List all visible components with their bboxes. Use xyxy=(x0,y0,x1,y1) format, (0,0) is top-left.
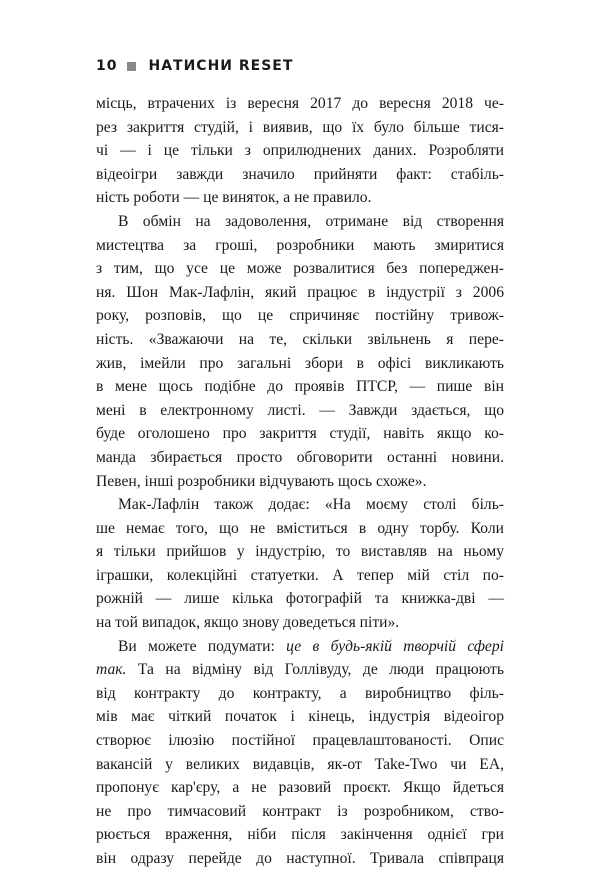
paragraph-line: мів має чіткий початок і кінець, індустрія відеоігор xyxy=(96,708,504,726)
paragraph-line: на той випадок, якщо знову доведеться піти». xyxy=(96,614,400,632)
paragraph-line: з тим, що усе це може розвалитися без попереджен- xyxy=(96,260,504,278)
paragraph-line: я тільки прийшов у індустрію, то виставляв на ньому xyxy=(96,543,504,561)
paragraph-line xyxy=(96,635,504,659)
paragraph-line: жив, імейли про загальні збори в офісі викликають xyxy=(96,354,504,372)
paragraph-line: створює ілюзію постійної працевлаштованості. Опис xyxy=(96,732,504,750)
paragraph-line: Певен, інші розробники відчувають щось схоже». xyxy=(96,472,427,490)
paragraph-line: ня. Шон Мак-Лафлін, який працює в індустрії з 2006 xyxy=(96,283,504,301)
paragraph-line: іграшки, колекційні статуетки. А тепер мій стіл по- xyxy=(96,566,504,584)
italic-text: так. xyxy=(96,661,127,679)
body-text xyxy=(96,92,504,871)
paragraph-line: Мак-Лафлін також додає: «На моєму столі біль- xyxy=(118,496,504,514)
paragraph-line: рюється враження, ніби після закінчення однієї гри xyxy=(96,826,504,844)
paragraph-line: в мене щось подібне до проявів ПТСР, — пише він xyxy=(96,378,504,396)
paragraph-line: мистецтва за гроші, розробники мають змиритися xyxy=(96,236,504,254)
paragraph-line: ність. «Зважаючи на те, скільки звільнень я пере- xyxy=(96,330,504,348)
paragraph-line: рез закриття студій, і виявив, що їх було більше тися- xyxy=(96,118,504,136)
paragraph-line: пропонує кар'єру, а не разовий проєкт. Якщо йдеться xyxy=(96,779,504,797)
paragraph-line: В обмін на задоволення, отримане від створення xyxy=(118,212,504,230)
square-icon xyxy=(127,62,136,71)
paragraph-line: ність роботи — це виняток, а не правило. xyxy=(96,189,372,207)
paragraph-line: місць, втрачених із вересня 2017 до вересня 2018 че- xyxy=(96,95,504,112)
paragraph-line: вакансій у великих видавців, як-от Take-Two чи EA, xyxy=(96,755,504,773)
paragraph-line: року, розповів, що це спричиняє постійну тривож- xyxy=(96,307,504,325)
paragraph-line xyxy=(96,658,504,682)
running-header xyxy=(96,56,293,76)
paragraph-line: відеоігри завжди значило прийняти факт: стабіль- xyxy=(96,165,504,183)
paragraph-line: не про тимчасовий контракт із розробником, ство- xyxy=(96,802,504,820)
paragraph-line: він одразу перейде до наступної. Тривала співпраця xyxy=(96,850,504,867)
paragraph-line: буде оголошено про закриття студії, навіть якщо ко- xyxy=(96,425,504,443)
paragraph-line: рожній — лише кілька фотографій та книжка-дві — xyxy=(96,590,504,608)
paragraph-line: від контракту до контракту, а виробництво філь- xyxy=(96,684,504,702)
paragraph-line: мені в електронному листі. — Завжди здається, що xyxy=(96,401,504,419)
paragraph-line: манда збирається просто обговорити останні новини. xyxy=(96,448,504,466)
paragraph-line: чі — і це тільки з оприлюднених даних. Розробляти xyxy=(96,142,504,160)
chapter-title: НАТИСНИ RESET xyxy=(148,58,294,74)
page-number: 10 xyxy=(96,58,118,74)
italic-text: це в будь-якій творчій сфері xyxy=(286,637,504,655)
line-text: Та на відміну від Голлівуду, де люди працюють xyxy=(126,661,504,679)
line-text: Ви можете подумати: xyxy=(118,637,287,655)
paragraph-line: ше немає того, що не вміститься в одну торбу. Коли xyxy=(96,519,504,537)
